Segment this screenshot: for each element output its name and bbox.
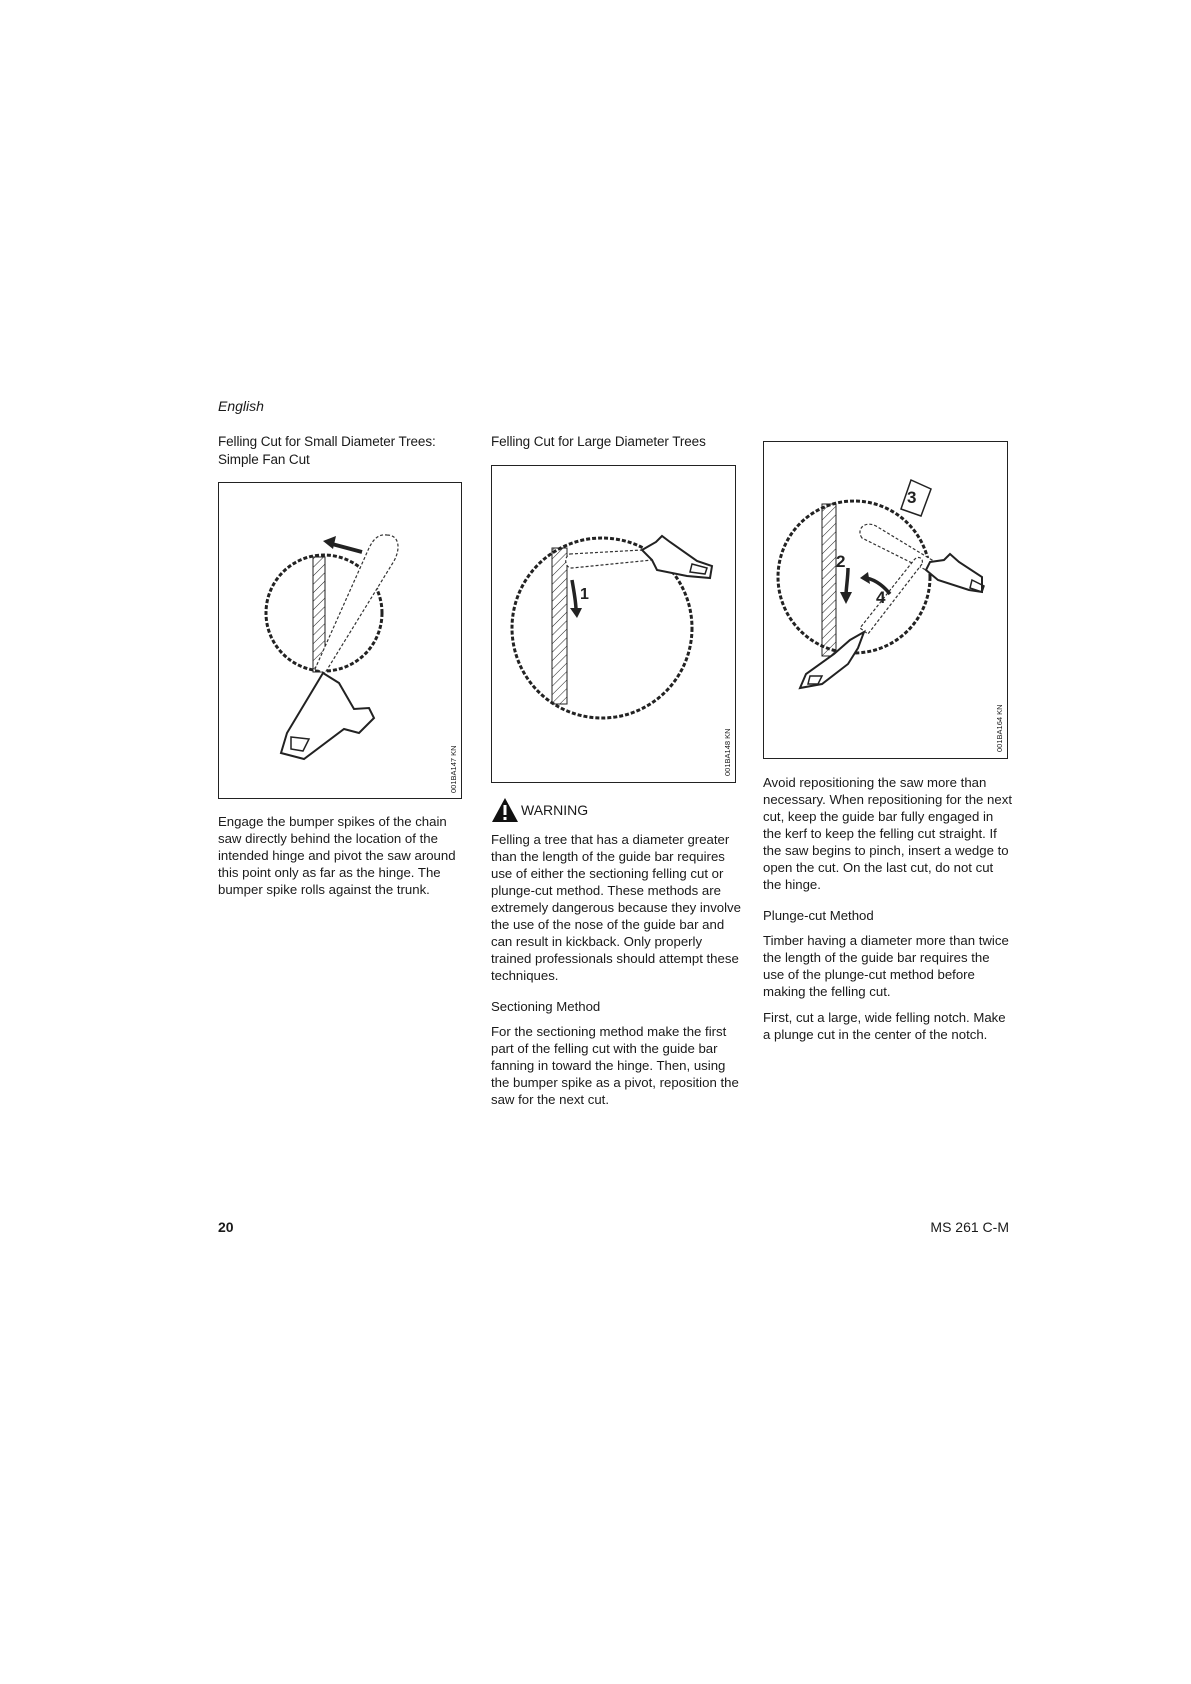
- col3-text-block: [763, 774, 1013, 1043]
- plunge-cut-text-2: First, cut a large, wide felling notch. Make a plunge cut in the center of the notch.: [763, 1010, 1006, 1042]
- warning-label: WARNING: [521, 802, 589, 818]
- sectioning-figure: [491, 465, 736, 783]
- page-number: 20: [218, 1219, 234, 1235]
- figure-code: 001BA164 KN: [995, 704, 1004, 752]
- repositioning-text: Avoid repositioning the saw more than necessary. When repositioning for the next cut, keep the guide bar fully engaged in the kerf to keep the felling cut straight. If the saw begins to pinch, insert a wedge to open the cut. On the last cut, do not cut the hinge.: [763, 775, 1012, 892]
- col1-text: Engage the bumper spikes of the chain saw directly behind the location of the intended hinge and pivot the saw around this point only as far as the hinge. The bumper spike rolls against the trunk.: [218, 814, 456, 897]
- warning-icon: [491, 797, 519, 823]
- fan-cut-figure: [218, 482, 462, 799]
- col1-heading: Felling Cut for Small Diameter Trees: Simple Fan Cut: [218, 434, 436, 467]
- repositioning-figure: [763, 441, 1008, 759]
- figure-label-4: 4: [876, 588, 886, 607]
- plunge-cut-text: Timber having a diameter more than twice the length of the guide bar requires the use of the plunge-cut method before making the felling cut.: [763, 933, 1009, 999]
- figure-code: 001BA148 KN: [723, 728, 732, 776]
- sectioning-text: For the sectioning method make the first part of the felling cut with the guide bar fanning in toward the hinge. Then, using the bumper spike as a pivot, reposition the saw for the next cut.: [491, 1024, 739, 1107]
- sectioning-subheading: Sectioning Method: [491, 999, 601, 1014]
- warning-text: Felling a tree that has a diameter greater than the length of the guide bar requires use of either the sectioning felling cut or plunge-cut method. These methods are extremely dangerous because they involve the use of the nose of the guide bar and can result in kickback. Only properly trained professionals should attempt these techniques.: [491, 832, 741, 983]
- sectioning-illustration: [492, 466, 737, 784]
- figure-label-1: 1: [580, 586, 589, 603]
- language-label: English: [218, 398, 264, 414]
- plunge-cut-subheading: Plunge-cut Method: [763, 908, 874, 923]
- figure-label-2: 2: [836, 552, 846, 571]
- figure-label-3: 3: [907, 488, 917, 507]
- figure-code: 001BA147 KN: [449, 745, 458, 793]
- col2-heading: Felling Cut for Large Diameter Trees: [491, 434, 706, 449]
- repositioning-illustration: [764, 442, 1009, 760]
- warning-header: [491, 797, 741, 823]
- model-name: MS 261 C-M: [930, 1219, 1009, 1235]
- warning-block: [491, 797, 741, 1108]
- fan-cut-illustration: [219, 483, 463, 800]
